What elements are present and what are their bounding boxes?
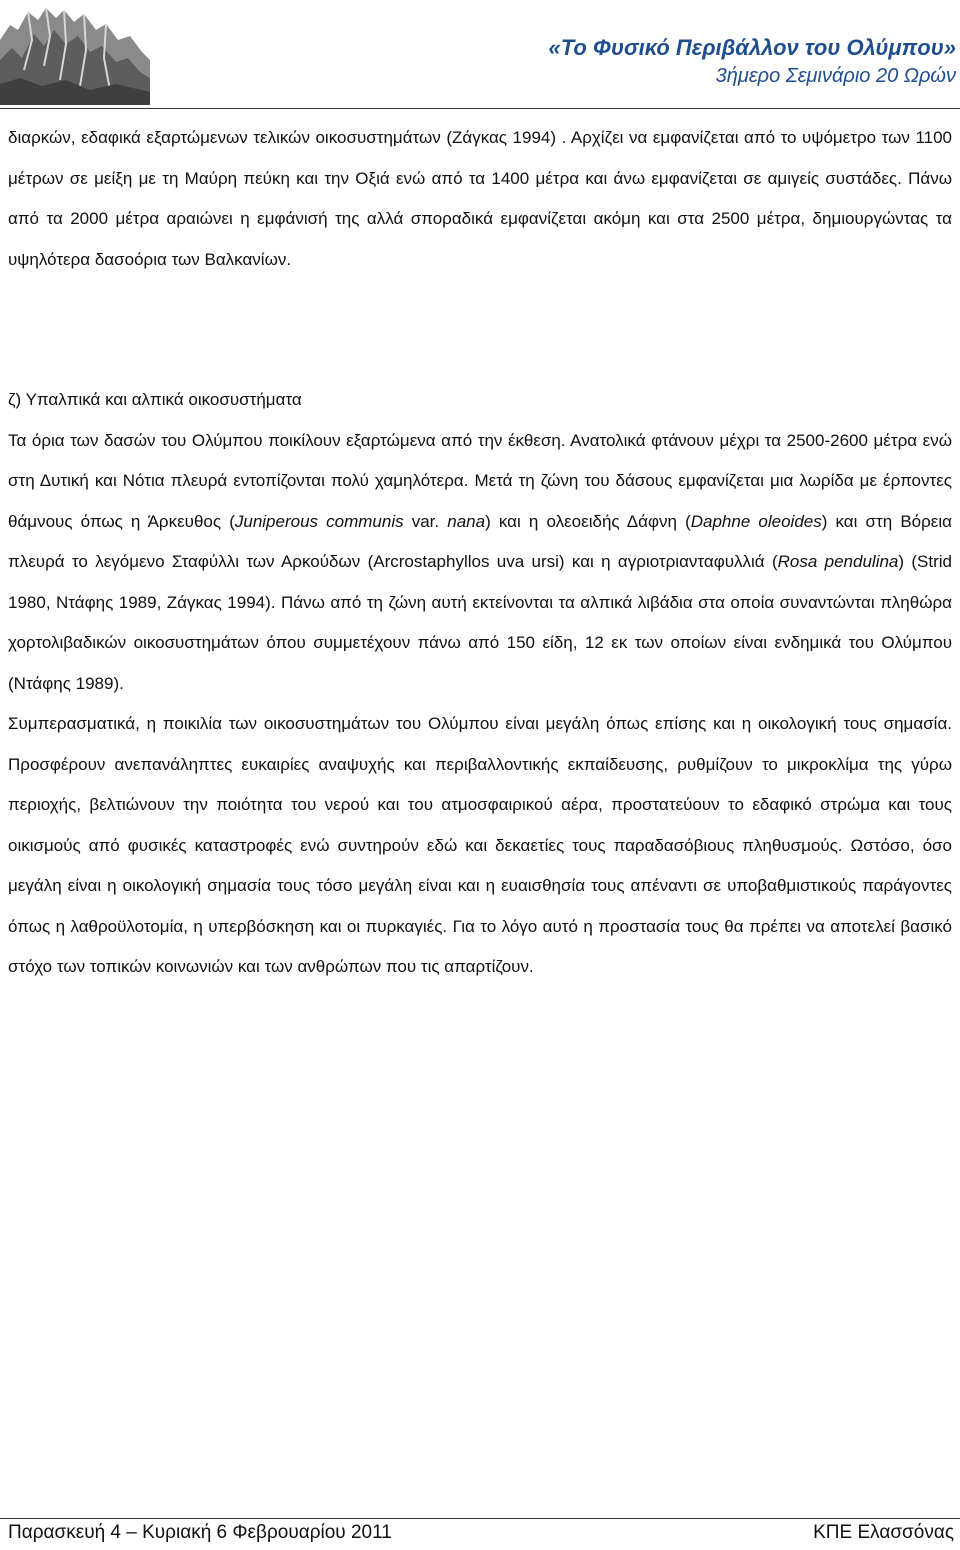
text-run: var. xyxy=(403,511,448,531)
text-run: Τα όρια των δασών του Ολύμπου ποικίλουν εξαρτώμενα από την έκθεση. Ανατολικά φτάνουν μέχρι τα 2500-2600 μέτρα ενώ στη Δυτική και Νότια πλευρά εντοπίζονται πολύ χαμηλότερα. Μετά τη ζώνη του δάσους εμφανίζεται μια λωρίδα με έρποντες θάμνους όπως η Άρκευθος ( xyxy=(8,430,952,531)
species-name: Daphne oleoides xyxy=(690,511,822,531)
species-name: Juniperous communis xyxy=(234,511,404,531)
footer-dates: Παρασκευή 4 – Κυριακή 6 Φεβρουαρίου 2011 xyxy=(8,1522,392,1543)
section-heading: ζ) Υπαλπικά και αλπικά οικοσυστήματα xyxy=(8,390,302,409)
header-text xyxy=(549,34,956,90)
page-header xyxy=(0,0,960,110)
header-title: «Το Φυσικό Περιβάλλον του Ολύμπου» xyxy=(548,35,956,60)
header-divider xyxy=(0,108,960,109)
text-run: ) και στη Βόρεια πλευρά το λεγόμενο Σταφύλλι των Αρκούδων (Arcrostaphyllos uva ursi) και η αγριοτριανταφυλλιά ( xyxy=(8,511,952,571)
text-run: ) και η ολεοειδής Δάφνη ( xyxy=(485,511,691,531)
paragraph-continuation: διαρκών, εδαφικά εξαρτώμενων τελικών οικοσυστημάτων (Ζάγκας 1994) . Αρχίζει να εμφανίζεται από το υψόμετρο των 1100 μέτρων σε μείξη με τη Μαύρη πεύκη και την Οξιά ενώ από τα 1400 μέτρα και άνω εμφανίζεται σε αμιγείς συστάδες. Πάνω από τα 2000 μέτρα αραιώνει η εμφάνισή της αλλά σποραδικά εμφανίζεται ακόμη και στα 2500 μέτρα, δημιουργώντας τα υψηλότερα δασοόρια των Βαλκανίων. xyxy=(8,128,952,269)
header-subtitle: 3ήμερο Σεμινάριο 20 Ωρών xyxy=(715,65,956,87)
document-body xyxy=(8,118,952,998)
species-name: Rosa pendulina xyxy=(777,552,899,571)
text-run: ) (Strid 1980, Ντάφης 1989, Ζάγκας 1994). Πάνω από τη ζώνη αυτή εκτείνονται τα αλπικά λιβάδια στα οποία συναντώνται πληθώρα χορτολιβαδικών οικοσυστημάτων όπου συμμετέχουν πάνω από 150 είδη, 12 εκ των οποίων είναι ενδημικά του Ολύμπου (Ντάφης 1989). xyxy=(8,552,952,693)
paragraph-conclusion: Συμπερασματικά, η ποικιλία των οικοσυστημάτων του Ολύμπου είναι μεγάλη όπως επίσης και η οικολογική τους σημασία. Προσφέρουν ανεπανάληπτες ευκαιρίες αναψυχής και περιβαλλοντικής εκπαίδευσης, ρυθμίζουν το μικροκλίμα της γύρω περιοχής, βελτιώνουν την ποιότητα του νερού και του ατμοσφαιρικού αέρα, προστατεύουν το εδαφικό στρώμα και τους οικισμούς από φυσικές καταστροφές ενώ συντηρούν εδώ και δεκαετίες τους παραδασόβιους πληθυσμούς. Ωστόσο, όσο μεγάλη είναι η οικολογική σημασία τους τόσο μεγάλη είναι και η ευαισθησία τους απέναντι σε υποβαθμιστικούς παράγοντες όπως η λαθροϋλοτομία, η υπερβόσκηση και οι πυρκαγιές. Για το λόγο αυτό η προστασία τους θα πρέπει να αποτελεί βασικό στόχο των τοπικών κοινωνιών και των ανθρώπων που τις απαρτίζουν. xyxy=(8,714,952,976)
page-footer xyxy=(8,1522,954,1544)
footer-divider xyxy=(0,1518,960,1519)
footer-organization: ΚΠΕ Ελασσόνας xyxy=(813,1522,954,1543)
paragraph-alpine xyxy=(8,421,952,705)
mountain-logo-icon xyxy=(0,0,150,105)
species-name: nana xyxy=(447,511,486,531)
